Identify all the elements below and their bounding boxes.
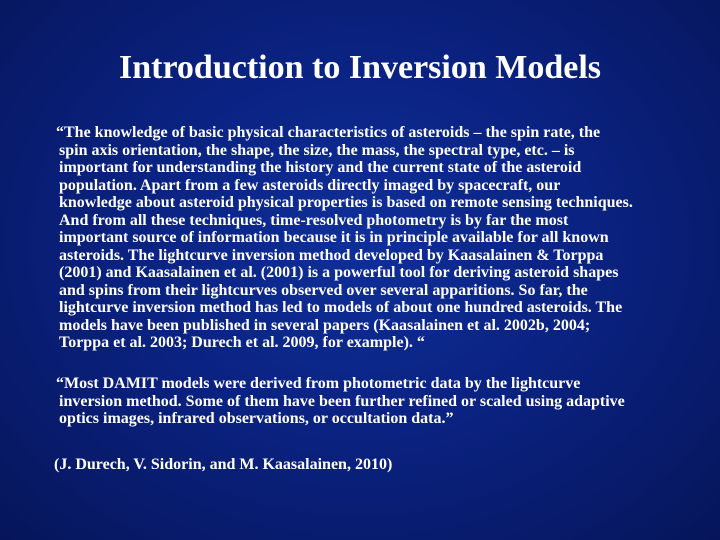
- quote2-line: inversion method. Some of them have been further refined or scaled using adaptive: [59, 392, 625, 410]
- quote1-line: population. Apart from a few asteroids directly imaged by spacecraft, our: [59, 176, 561, 194]
- quote1-line: important for understanding the history and the current state of the asteroid: [59, 159, 582, 176]
- quote1-line: And from all these techniques, time-resolved photometry is by far the most: [59, 211, 569, 229]
- quote1-line: (2001) and Kaasalainen et al. (2001) is a powerful tool for deriving asteroid shapes: [59, 264, 619, 281]
- quote-paragraph-2: [56, 375, 676, 428]
- quote-paragraph-1: [56, 124, 676, 352]
- quote1-line: knowledge about asteroid physical properties is based on remote sensing techniques.: [59, 194, 633, 211]
- quote2-line: optics images, infrared observations, or occultation data.”: [59, 410, 454, 427]
- quote1-line: lightcurve inversion method has led to models of about one hundred asteroids. The: [59, 299, 623, 316]
- citation: (J. Durech, V. Sidorin, and M. Kaasalainen, 2010): [54, 456, 393, 473]
- quote1-line: models have been published in several papers (Kaasalainen et al. 2002b, 2004;: [59, 316, 591, 334]
- quote1-line: “The knowledge of basic physical characteristics of asteroids – the spin rate, the: [56, 124, 601, 141]
- quote1-line: and spins from their lightcurves observed over several apparitions. So far, the: [59, 281, 588, 299]
- quote1-line: spin axis orientation, the shape, the size, the mass, the spectral type, etc. – is: [59, 141, 575, 159]
- quote1-line: important source of information because it is in principle available for all known: [59, 229, 609, 246]
- quote1-line: Torppa et al. 2003; Durech et al. 2009, for example). “: [59, 334, 425, 351]
- slide-title: Introduction to Inversion Models: [118, 49, 602, 86]
- quote1-line: asteroids. The lightcurve inversion method developed by Kaasalainen & Torppa: [59, 246, 604, 264]
- quote2-line: “Most DAMIT models were derived from photometric data by the lightcurve: [56, 375, 581, 392]
